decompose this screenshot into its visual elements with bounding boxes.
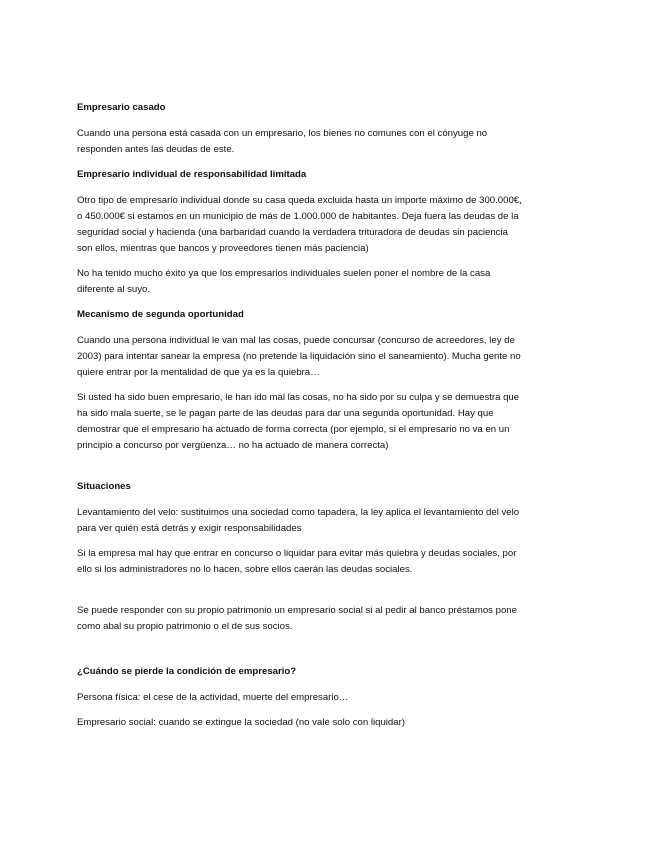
spacer [77,587,582,603]
section-heading: ¿Cuándo se pierde la condición de empresario? [77,666,297,677]
paragraph [77,333,582,381]
text-line: responden antes las deudas de este. [77,144,235,155]
text-line: diferente al suyo. [77,284,151,295]
text-line: ello si los administradores no lo hacen, sobre ellos caerán las deudas sociales. [77,564,413,575]
text-line: No ha tenido mucho éxito ya que los empresarios individuales suelen poner el nombre de la casa [77,268,491,279]
text-line: Levantamiento del velo: sustituimos una sociedad como tapadera, la ley aplica el levantamiento del velo [77,507,520,518]
text-line: Persona física: el cese de la actividad, muerte del empresario… [77,692,349,703]
text-line: para ver quién está detrás y exigir responsabilidades [77,523,302,534]
text-line: Otro tipo de empresario individual donde su casa queda excluida hasta un importe máximo de 300.000€, [77,195,522,206]
text-line: como abal su propio patrimonio o el de sus socios. [77,621,293,632]
paragraph [77,390,582,454]
paragraph [77,193,582,257]
text-line: 2003) para intentar sanear la empresa (no pretende la liquidación sino el saneamiento). Mucha gente no [77,351,521,362]
section-heading: Empresario individual de responsabilidad limitada [77,169,307,180]
text-line: Si la empresa mal hay que entrar en concurso o liquidar para evitar más quiebra y deudas sociales, por [77,548,517,559]
text-line: Si usted ha sido buen empresario, le han ido mal las cosas, no ha sido por su culpa y se demuestra que [77,392,520,403]
paragraph [77,715,582,731]
text-line: demostrar que el empresario ha actuado de forma correcta (por ejemplo, si el empresario no va en un [77,424,510,435]
text-line: ha sido mala suerte, se le pagan parte de las deudas para dar una segunda oportunidad. Hay que [77,408,494,419]
paragraph [77,603,582,635]
section-heading: Empresario casado [77,102,166,113]
paragraph [77,126,582,158]
text-line: son ellos, mientras que bancos y proveedores tienen más paciencia) [77,243,369,254]
text-line: Cuando una persona individual le van mal las cosas, puede concursar (concurso de acreedores, ley de [77,335,515,346]
section-heading: Situaciones [77,481,131,492]
text-line: principio a concurso por vergüenza… no ha actuado de manera correcta) [77,440,389,451]
paragraph [77,546,582,578]
document-body [77,100,582,740]
section-heading: Mecanismo de segunda oportunidad [77,309,244,320]
spacer [77,644,582,664]
text-line: Se puede responder con su propio patrimonio un empresario social si al pedir al banco préstamos pone [77,605,517,616]
paragraph [77,505,582,537]
text-line: Cuando una persona está casada con un empresario, los bienes no comunes con el cónyuge no [77,128,488,139]
text-line: Empresario social: cuando se extingue la sociedad (no vale solo con liquidar) [77,717,405,728]
text-line: o 450.000€ si estamos en un municipio de más de 1.000.000 de habitantes. Deja fuera las deudas de la [77,211,519,222]
text-line: quiere entrar por la mentalidad de que ya es la quiebra… [77,367,320,378]
text-line: seguridad social y hacienda (una barbaridad cuando la verdadera trituradora de deudas sin paciencia [77,227,508,238]
paragraph [77,266,582,298]
spacer [77,463,582,479]
paragraph [77,690,582,706]
